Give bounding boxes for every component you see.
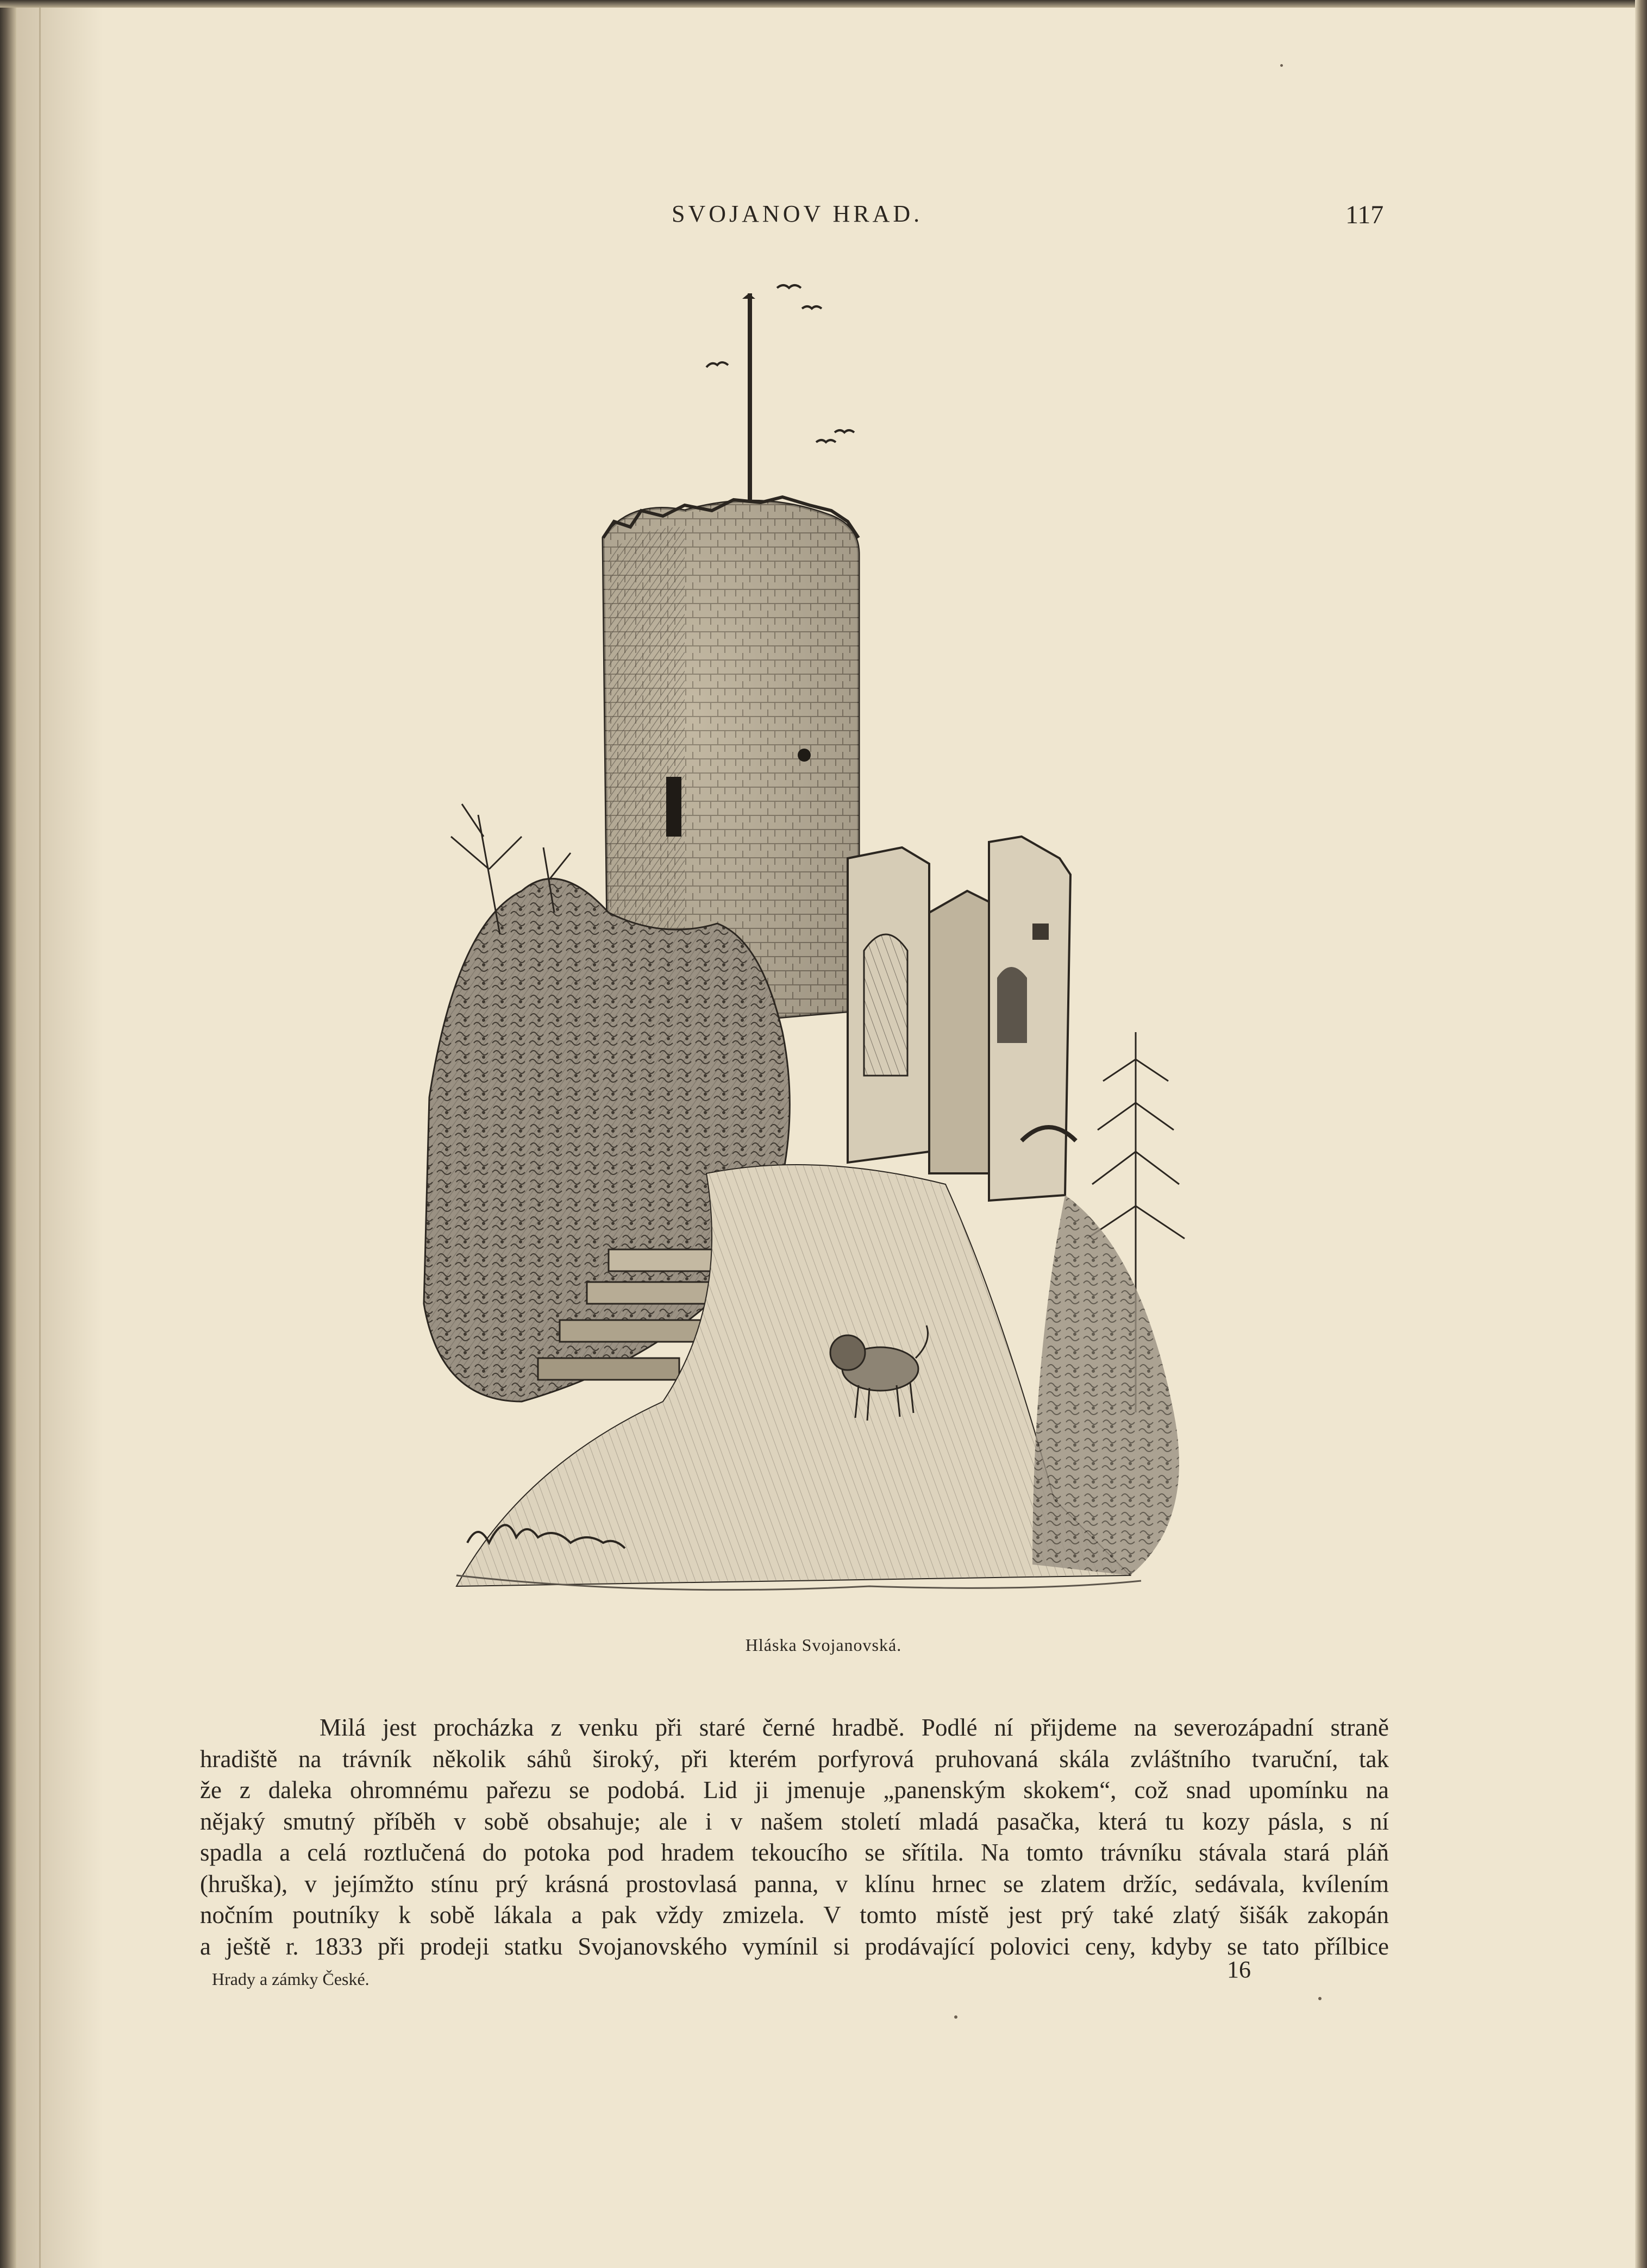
ruined-walls: [848, 837, 1076, 1201]
running-head: SVOJANOV HRAD.: [672, 200, 923, 227]
birds: [706, 285, 854, 442]
page-top-edge: [0, 0, 1647, 8]
signature-number: 16: [1227, 1956, 1251, 1983]
gutter-line: [39, 0, 41, 2268]
paper-speck: [954, 2015, 957, 2019]
paper-speck: [1318, 1997, 1322, 2000]
page-right-edge: [1635, 0, 1647, 2268]
page-left-edge: [0, 0, 16, 2268]
body-line: nějaký smutný příběh v sobě obsahuje; ale i v našem století mladá pasačka, která tu kozy pásla, s ní: [200, 1807, 1389, 1835]
flagpole: [742, 293, 755, 511]
body-line: (hruška), v jejímžto stínu prý krásná prostovlasá panna, v klínu hrnec se zlatem držíc, sedávala, kvílením: [200, 1870, 1389, 1898]
gutter-shadow: [16, 0, 103, 2268]
right-grass: [1032, 1195, 1179, 1575]
signature-mark: Hrady a zámky České.: [212, 1969, 370, 1989]
tower-ruin-illustration: [380, 272, 1228, 1619]
body-line: že z daleka ohromnému pařezu se podobá. Lid ji jmenuje „panenským skokem“, což snad upomínku na: [200, 1776, 1389, 1804]
body-line: Milá jest procházka z venku při staré černé hradbě. Podlé ní přijdeme na severozápadní straně: [320, 1714, 1389, 1741]
paper-speck: [1280, 64, 1283, 67]
body-line: nočním poutníky k sobě lákala a pak vždy zmizela. V tomto místě jest prý také zlatý šišák zakopán: [200, 1901, 1389, 1928]
body-paragraph: [200, 1712, 1389, 1962]
body-line: spadla a celá roztlučená do potoka pod hradem tekoucího se sřítila. Na tomto trávníku stávala stará pláň: [200, 1839, 1389, 1866]
body-line: hradiště na trávník několik sáhů široký, při kterém porfyrová pruhovaná skála zvláštního tvaruční, tak: [200, 1745, 1389, 1773]
body-line: a ještě r. 1833 při prodeji statku Svojanovského vymínil si prodávající polovici ceny, kdyby se tato přílbice: [200, 1932, 1389, 1960]
page-number: 117: [1345, 200, 1384, 229]
illustration-caption: Hláska Svojanovská.: [745, 1635, 902, 1655]
